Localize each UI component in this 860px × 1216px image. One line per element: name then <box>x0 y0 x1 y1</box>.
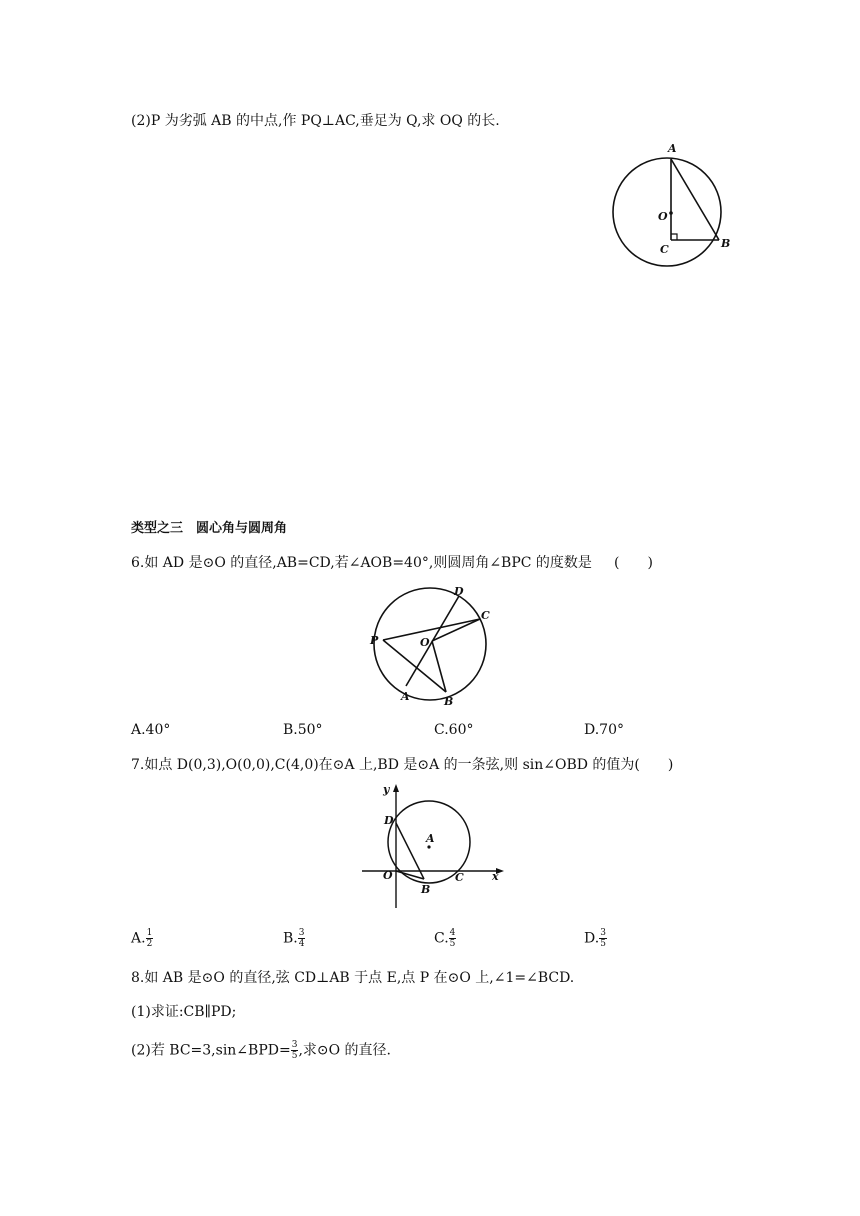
fig6-label-o: O <box>420 636 430 649</box>
fig5-label-b: B <box>721 237 731 250</box>
q6-figure <box>362 582 502 712</box>
fig7-label-d: D <box>384 814 394 827</box>
q5-part2-text: (2)P 为劣弧 AB 的中点,作 PQ⊥AC,垂足为 Q,求 OQ 的长. <box>131 113 500 129</box>
q7-option-d: D. $\frac{3}{5}$ <box>584 928 606 949</box>
fig5-label-a: A <box>668 142 677 155</box>
fig5-label-c: C <box>660 243 669 256</box>
q6-stem: 6.如 AD 是⊙O 的直径,AB=CD,若∠AOB=40°,则圆周角∠BPC 的度数是 <box>131 555 592 571</box>
q8-part1: (1)求证:CB∥PD; <box>131 1004 237 1020</box>
fig6-label-a: A <box>401 690 410 703</box>
q6-answer-paren: ( ) <box>614 555 653 571</box>
q6-option-d: D.70° <box>584 722 624 738</box>
q7-option-a: A. $\frac{1}{2}$ <box>131 928 153 949</box>
fig6-label-c: C <box>481 609 490 622</box>
fig6-label-p: P <box>370 634 379 647</box>
fig6-label-d: D <box>454 585 464 598</box>
section-title: 类型之三 圆心角与圆周角 <box>131 521 288 536</box>
fig6-label-b: B <box>444 695 454 708</box>
fig7-label-o: O <box>383 869 393 882</box>
fig7-label-y: y <box>383 783 390 796</box>
q6-option-b: B.50° <box>283 722 323 738</box>
q8-part2: (2)若 BC=3,sin∠BPD= $\frac{3}{5}$ ,求⊙O 的直径. <box>131 1040 391 1061</box>
q7-option-b: B. $\frac{3}{4}$ <box>283 928 305 949</box>
q7-figure <box>356 780 506 910</box>
q7-stem: 7.如点 D(0,3),O(0,0),C(4,0)在⊙A 上,BD 是⊙A 的一条弦,则 sin∠OBD 的值为( ) <box>131 757 674 773</box>
fig7-label-c: C <box>455 871 464 884</box>
q5-figure <box>605 140 755 270</box>
fig7-label-a: A <box>426 832 435 845</box>
fig5-label-o: O <box>658 210 668 223</box>
q6-option-a: A.40° <box>131 722 171 738</box>
q7-option-c: C. $\frac{4}{5}$ <box>434 928 456 949</box>
fig7-label-x: x <box>492 870 499 883</box>
q6-option-c: C.60° <box>434 722 474 738</box>
q8-stem: 8.如 AB 是⊙O 的直径,弦 CD⊥AB 于点 E,点 P 在⊙O 上,∠1=∠BCD. <box>131 970 575 986</box>
fig7-label-b: B <box>421 883 431 896</box>
